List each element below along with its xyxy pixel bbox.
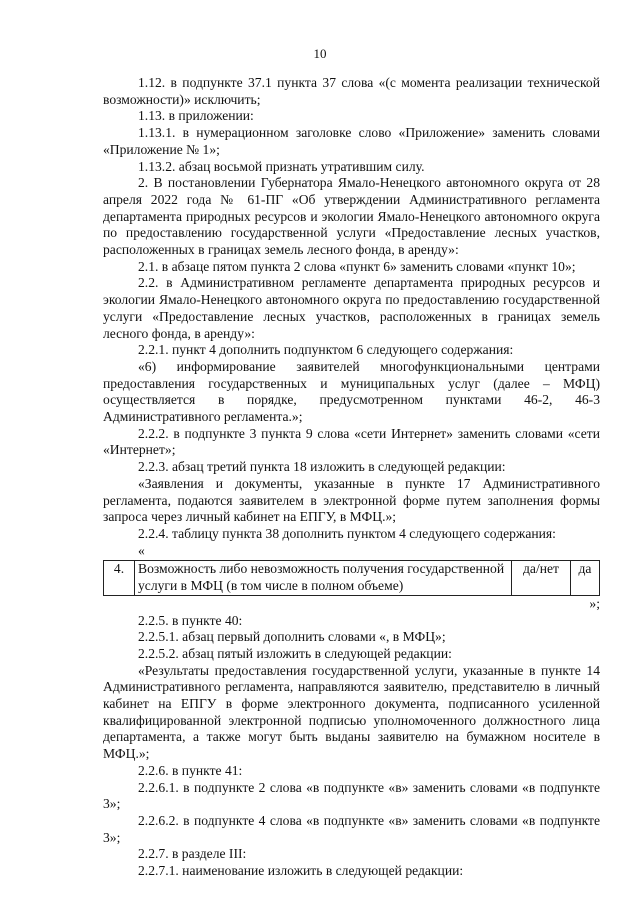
table-cell-description: Возможность либо невозможность получения государственной услуги в МФЦ (в том числе в полном объеме) [135,561,512,595]
paragraph: 1.13. в приложении: [138,108,254,124]
document-body [103,75,600,880]
paragraph: 2.2.2. в подпункте 3 пункта 9 слова «сети Интернет» заменить словами «сети «Интернет»; [103,425,600,458]
paragraph: 2.1. в абзаце пятом пункта 2 слова «пункт 6» заменить словами «пункт 10»; [138,258,576,274]
quote-open-mark: « [138,542,145,558]
paragraph: 1.12. в подпункте 37.1 пункта 37 слова «(с момента реализации технической возможности)» исключить; [103,75,600,107]
paragraph: 2.2.6.1. в подпункте 2 слова «в подпункте «в» заменить словами «в подпункте 3»; [103,779,600,812]
table-cell-yes-no: да/нет [512,561,571,595]
paragraph: «Результаты предоставления государственной услуги, указанные в пункте 14 Административного регламента, направляются заявителю, представителю в личный кабинет на ЕПГУ в форме электронного документа, подписанного усиленной квалифицированной электронной подписью уполномоченного должностного лица департамента, а также могут быть выданы заявителю на бумажном носителе в МФЦ.»; [103,662,600,762]
paragraph: 2.2. в Административном регламенте департамента природных ресурсов и экологии Ямало-Ненецкого автономного округа по предоставлению государственной услуги «Предоставление лесных участков, расположенных в границах земель лесного фонда, в аренду»: [103,275,600,341]
inserted-table [103,560,600,595]
paragraph: «6) информирование заявителей многофункциональными центрами предоставления государственных и муниципальных услуг (далее – МФЦ) осуществляется в порядке, предусмотренном пунктами 46-2, 46-3 Административного регламента.»; [103,358,600,425]
table-cell-yes: да [571,561,600,595]
table-row [104,561,600,595]
paragraph: 1.13.1. в нумерационном заголовке слово «Приложение» заменить словами «Приложение № 1»; [103,125,600,157]
paragraph: 2.2.5. в пункте 40: [138,612,243,628]
paragraph: 2.2.4. таблицу пункта 38 дополнить пунктом 4 следующего содержания: [138,525,556,541]
paragraph: 2.2.7. в разделе III: [138,846,247,862]
paragraph: 2.2.6.2. в подпункте 4 слова «в подпункте «в» заменить словами «в подпункте 3»; [103,812,600,845]
paragraph: 2.2.6. в пункте 41: [138,762,243,778]
table-cell-number: 4. [104,561,135,595]
paragraph: 2. В постановлении Губернатора Ямало-Ненецкого автономного округа от 28 апреля 2022 года № 61-ПГ «Об утверждении Административного регламента департамента природных ресурсов и экологии Ямало-Ненецкого автономного округа по предоставлению государственной услуги «Предоставление лесных участков, расположенных в границах земель лесного фонда, в аренду»: [103,175,600,258]
paragraph: 2.2.5.1. абзац первый дополнить словами «, в МФЦ»; [138,629,446,645]
paragraph: 2.2.7.1. наименование изложить в следующей редакции: [138,863,464,879]
quote-close-mark: »; [589,595,600,611]
page-number: 10 [313,46,327,61]
paragraph: 2.2.5.2. абзац пятый изложить в следующей редакции: [138,645,452,661]
paragraph: 2.2.1. пункт 4 дополнить подпунктом 6 следующего содержания: [138,342,514,358]
paragraph: 1.13.2. абзац восьмой признать утратившим силу. [138,158,425,174]
paragraph: «Заявления и документы, указанные в пункте 17 Административного регламента, подаются заявителем в электронной форме путем заполнения формы запроса через личный кабинет на ЕПГУ, в МФЦ.»; [103,475,600,525]
paragraph: 2.2.3. абзац третий пункта 18 изложить в следующей редакции: [138,459,506,475]
